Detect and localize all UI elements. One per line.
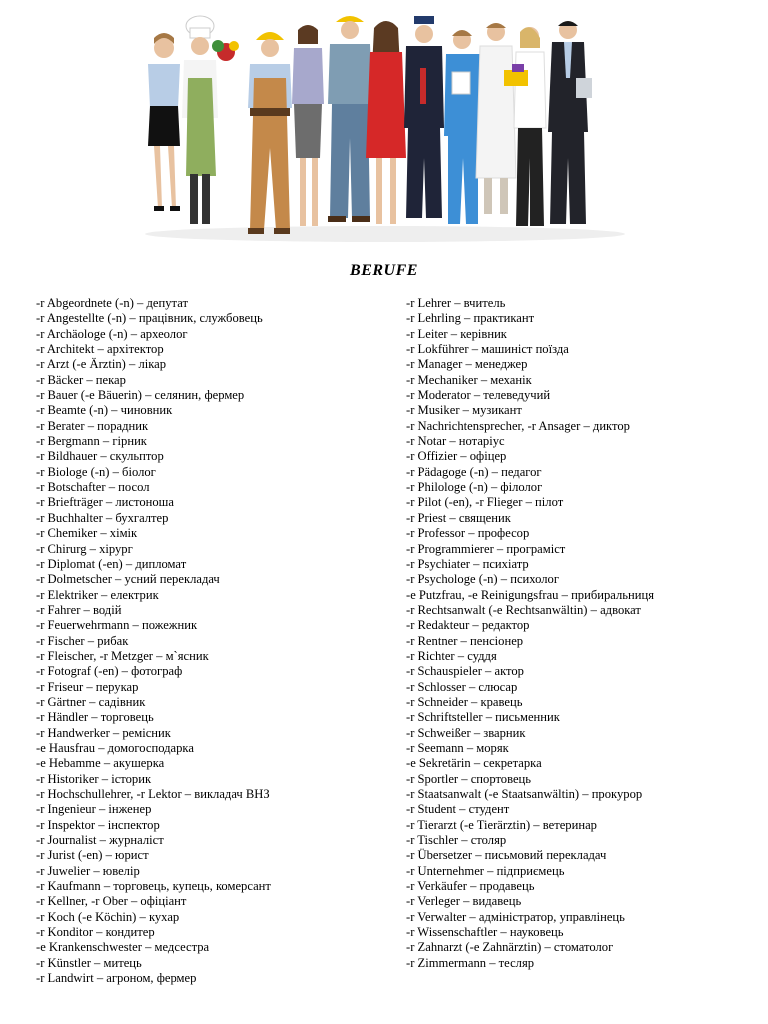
vocabulary-entry: -r Philologe (-n) – філолог <box>406 480 543 495</box>
vocabulary-entry: -r Architekt – архітектор <box>36 342 164 357</box>
vocabulary-entry: -r Chirurg – хірург <box>36 541 133 556</box>
vocabulary-entry: -r Schriftsteller – письменник <box>406 710 560 725</box>
vocabulary-entry: -r Fischer – рибак <box>36 633 129 648</box>
vocabulary-entry: -r Psychologe (-n) – психолог <box>406 572 559 587</box>
vocabulary-entry: -r Landwirt – агроном, фермер <box>36 971 197 986</box>
vocabulary-entry: -r Pilot (-en), -r Flieger – пілот <box>406 495 564 510</box>
vocabulary-entry: -r Konditor – кондитер <box>36 925 155 940</box>
vocabulary-entry: -r Rechtsanwalt (-e Rechtsanwältin) – адвокат <box>406 602 641 617</box>
vocabulary-entry: -r Seemann – моряк <box>406 740 509 755</box>
nurse-figure <box>444 30 482 224</box>
vocabulary-entry: -r Archäologe (-n) – археолог <box>36 326 188 341</box>
vocabulary-entry: -r Schweißer – зварник <box>406 725 526 740</box>
chef-figure <box>182 16 239 224</box>
vocabulary-entry: -r Gärtner – садівник <box>36 694 146 709</box>
vocabulary-entry: -r Verwalter – адміністратор, управлінець <box>406 909 625 924</box>
vocabulary-entry: -r Dolmetscher – усний перекладач <box>36 572 220 587</box>
vocabulary-entry: -r Händler – торговець <box>36 710 154 725</box>
vocabulary-entry: -r Rentner – пенсіонер <box>406 633 524 648</box>
mechanic-figure <box>404 16 444 218</box>
vocabulary-entry: -r Musiker – музикант <box>406 403 522 418</box>
professions-list-left <box>36 296 271 986</box>
vocabulary-entry: -r Manager – менеджер <box>406 357 528 372</box>
vocabulary-entry: -r Professor – професор <box>406 526 530 541</box>
vocabulary-entry: -e Krankenschwester – медсестра <box>36 940 210 955</box>
vocabulary-entry: -r Verkäufer – продавець <box>406 879 535 894</box>
vocabulary-entry: -e Putzfrau, -e Reinigungsfrau – прибиральниця <box>406 587 655 602</box>
vocabulary-entry: -r Fahrer – водій <box>36 602 122 617</box>
vocabulary-entry: -r Berater – порадник <box>36 418 149 433</box>
vocabulary-entry: -r Zahnarzt (-e Zahnärztin) – стоматолог <box>406 940 614 955</box>
vocabulary-entry: -r Sportler – спортовець <box>406 771 532 786</box>
vocabulary-entry: -r Angestellte (-n) – працівник, службовець <box>36 311 263 326</box>
vocabulary-entry: -r Elektriker – електрик <box>36 587 159 602</box>
vocabulary-entry: -r Künstler – митець <box>36 955 142 970</box>
vocabulary-entry: -r Pädagoge (-n) – педагог <box>406 464 542 479</box>
vocabulary-entry: -r Jurist (-en) – юрист <box>36 848 149 863</box>
vocabulary-entry: -r Hochschullehrer, -r Lektor – викладач ВНЗ <box>36 787 270 801</box>
vocabulary-entry: -r Staatsanwalt (-e Staatsanwältin) – прокурор <box>406 787 643 801</box>
vocabulary-entry: -r Schauspieler – актор <box>406 664 524 679</box>
vocabulary-entry: -r Historiker – історик <box>36 771 152 786</box>
vocabulary-entry: -r Tierarzt (-e Tierärztin) – ветеринар <box>406 817 597 832</box>
vocabulary-entry: -r Moderator – телеведучий <box>406 388 551 403</box>
page-title: BERUFE <box>350 262 418 279</box>
vocabulary-entry: -r Schneider – кравець <box>406 694 523 709</box>
vocabulary-entry: -r Bergmann – гірник <box>36 434 147 449</box>
vocabulary-entry: -r Redakteur – редактор <box>406 618 530 633</box>
vocabulary-entry: -r Offizier – офіцер <box>406 449 507 464</box>
worker-blue-shirt-figure <box>328 16 372 222</box>
vocabulary-entry: -r Schlosser – слюсар <box>406 679 518 694</box>
vocabulary-entry: -r Abgeordnete (-n) – депутат <box>36 296 188 310</box>
vocabulary-entry: -r Inspektor – інспектор <box>36 817 160 832</box>
vocabulary-entry: -r Lehrling – практикант <box>406 311 535 326</box>
vocabulary-entry: -r Fotograf (-en) – фотограф <box>36 664 183 679</box>
vocabulary-entry: -r Nachrichtensprecher, -r Ansager – диктор <box>406 418 630 433</box>
vocabulary-entry: -r Lokführer – машиніст поїзда <box>406 342 569 357</box>
vocabulary-entry: -r Buchhalter – бухгалтер <box>36 510 169 525</box>
vocabulary-entry: -r Arzt (-e Ärztin) – лікар <box>36 357 167 372</box>
vocabulary-entry: -r Wissenschaftler – науковець <box>406 925 564 940</box>
vocabulary-entry: -r Beamte (-n) – чиновник <box>36 403 173 418</box>
vocabulary-entry: -r Bäcker – пекар <box>36 372 126 387</box>
vocabulary-entry: -r Juwelier – ювелір <box>36 863 140 878</box>
vocabulary-entry: -r Briefträger – листоноша <box>36 495 174 510</box>
vocabulary-entry: -r Diplomat (-en) – дипломат <box>36 556 187 571</box>
vocabulary-entry: -r Feuerwehrmann – пожежник <box>36 618 198 633</box>
vocabulary-entry: -r Notar – нотаріус <box>406 434 505 449</box>
vocabulary-entry: -r Kaufmann – торговець, купець, комерсант <box>36 879 271 894</box>
vocabulary-entry: -r Student – студент <box>406 802 510 817</box>
vocabulary-entry: -e Hausfrau – домогосподарка <box>36 740 194 755</box>
vocabulary-entry: -r Übersetzer – письмовий перекладач <box>406 848 607 863</box>
vocabulary-entry: -r Botschafter – посол <box>36 480 150 495</box>
vocabulary-entry: -r Richter – суддя <box>406 648 497 663</box>
vocabulary-entry: -r Mechaniker – механік <box>406 372 532 387</box>
vocabulary-entry: -r Unternehmer – підприємець <box>406 863 565 878</box>
vocabulary-entry: -r Friseur – перукар <box>36 679 139 694</box>
vocabulary-entry: -r Psychiater – психіатр <box>406 556 529 571</box>
vocabulary-entry: -r Tischler – столяр <box>406 833 507 848</box>
doctor-figure <box>476 23 516 214</box>
vocabulary-entry: -r Leiter – керівник <box>406 326 507 341</box>
vocabulary-entry: -r Zimmermann – тесляр <box>406 955 535 970</box>
vocabulary-entry: -r Lehrer – вчитель <box>406 296 506 310</box>
vocabulary-entry: -r Priest – священик <box>406 510 511 525</box>
vocabulary-entry: -r Bildhauer – скульптор <box>36 449 164 464</box>
vocabulary-entry: -r Chemiker – хімік <box>36 526 138 541</box>
vocabulary-entry: -r Koch (-e Köchin) – кухар <box>36 909 180 924</box>
woman-casual-figure <box>292 25 324 226</box>
professions-list-right <box>406 296 654 971</box>
businessman-figure <box>548 21 592 224</box>
vocabulary-entry: -r Kellner, -r Ober – офіціант <box>36 894 187 909</box>
vocabulary-entry: -r Fleischer, -r Metzger – м`ясник <box>36 648 209 663</box>
woman-red-dress-figure <box>366 21 406 224</box>
professions-group-photo <box>130 8 640 248</box>
vocabulary-entry: -r Ingenieur – інженер <box>36 802 152 817</box>
vocabulary-entry: -r Programmierer – програміст <box>406 541 566 556</box>
vocabulary-entry: -e Sekretärin – секретарка <box>406 756 542 771</box>
vocabulary-entry: -r Verleger – видавець <box>406 894 522 909</box>
vocabulary-entry: -r Biologe (-n) – біолог <box>36 464 156 479</box>
vocabulary-entry: -r Bauer (-e Bäuerin) – селянин, фермер <box>36 388 245 403</box>
businesswoman-figure <box>148 33 180 211</box>
construction-worker-figure <box>248 32 292 234</box>
vocabulary-entry: -r Journalist – журналіст <box>36 833 164 848</box>
vocabulary-entry: -e Hebamme – акушерка <box>36 756 165 771</box>
vocabulary-entry: -r Handwerker – ремісник <box>36 725 171 740</box>
